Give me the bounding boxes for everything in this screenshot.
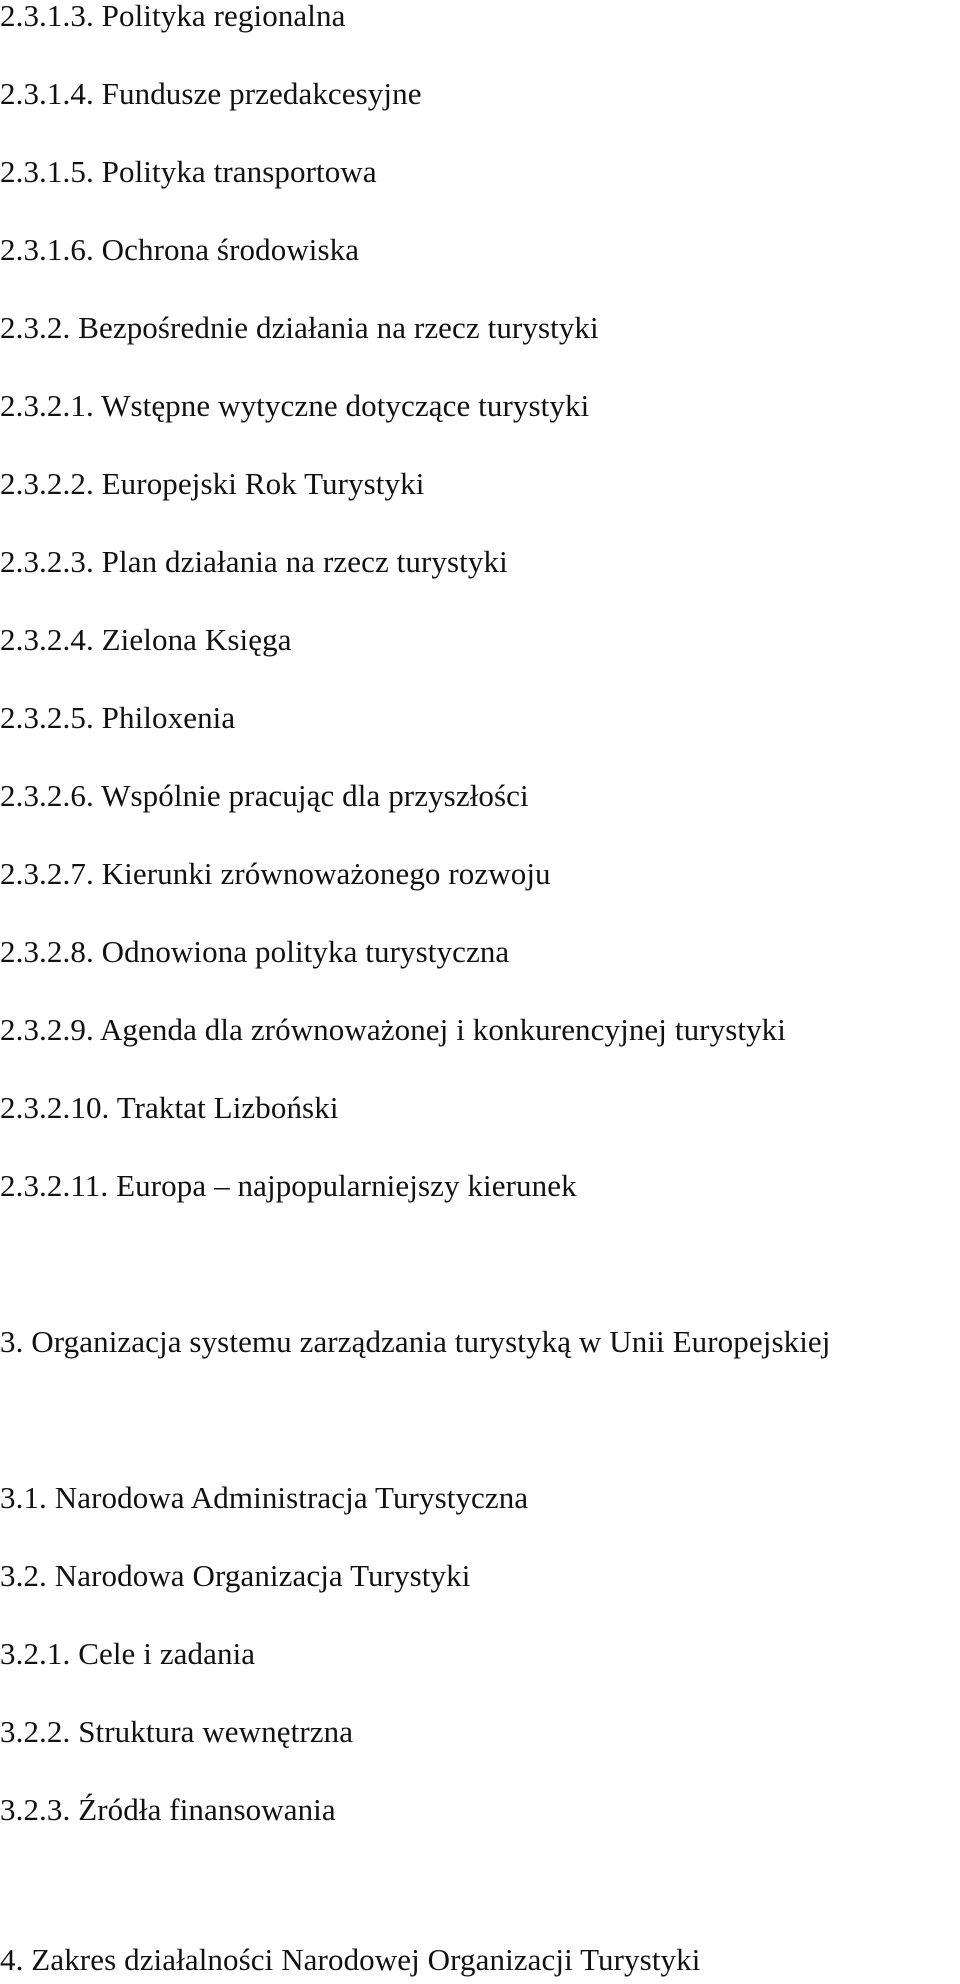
toc-entry: 3.1. Narodowa Administracja Turystyczna xyxy=(0,1480,529,1515)
toc-entry: 3.2.2. Struktura wewnętrzna xyxy=(0,1714,354,1749)
toc-entry: 2.3.1.6. Ochrona środowiska xyxy=(0,232,360,267)
toc-chapter-heading: 4. Zakres działalności Narodowej Organizacji Turystyki xyxy=(0,1942,701,1977)
toc-entry: 2.3.2.7. Kierunki zrównoważonego rozwoju xyxy=(0,856,551,891)
toc-entry: 2.3.2.6. Wspólnie pracując dla przyszłości xyxy=(0,778,529,813)
toc-entry: 3.2.3. Źródła finansowania xyxy=(0,1792,336,1827)
toc-entry: 2.3.2.11. Europa – najpopularniejszy kierunek xyxy=(0,1168,577,1203)
toc-entry: 2.3.2.5. Philoxenia xyxy=(0,700,236,735)
toc-entry: 2.3.1.3. Polityka regionalna xyxy=(0,0,346,33)
toc-entry: 2.3.2.1. Wstępne wytyczne dotyczące turystyki xyxy=(0,388,590,423)
toc-entry: 2.3.1.4. Fundusze przedakcesyjne xyxy=(0,76,422,111)
toc-entry: 3.2. Narodowa Organizacja Turystyki xyxy=(0,1558,471,1593)
toc-entry: 2.3.2. Bezpośrednie działania na rzecz turystyki xyxy=(0,310,599,345)
toc-chapter-heading: 3. Organizacja systemu zarządzania turystyką w Unii Europejskiej xyxy=(0,1324,831,1359)
toc-entry: 2.3.2.3. Plan działania na rzecz turystyki xyxy=(0,544,508,579)
toc-entry: 2.3.2.8. Odnowiona polityka turystyczna xyxy=(0,934,510,969)
toc-entry: 3.2.1. Cele i zadania xyxy=(0,1636,256,1671)
toc-entry: 2.3.1.5. Polityka transportowa xyxy=(0,154,377,189)
toc-entry: 2.3.2.9. Agenda dla zrównoważonej i konkurencyjnej turystyki xyxy=(0,1012,786,1047)
toc-entry: 2.3.2.4. Zielona Księga xyxy=(0,622,292,657)
toc-entry: 2.3.2.2. Europejski Rok Turystyki xyxy=(0,466,425,501)
toc-entry: 2.3.2.10. Traktat Lizboński xyxy=(0,1090,339,1125)
